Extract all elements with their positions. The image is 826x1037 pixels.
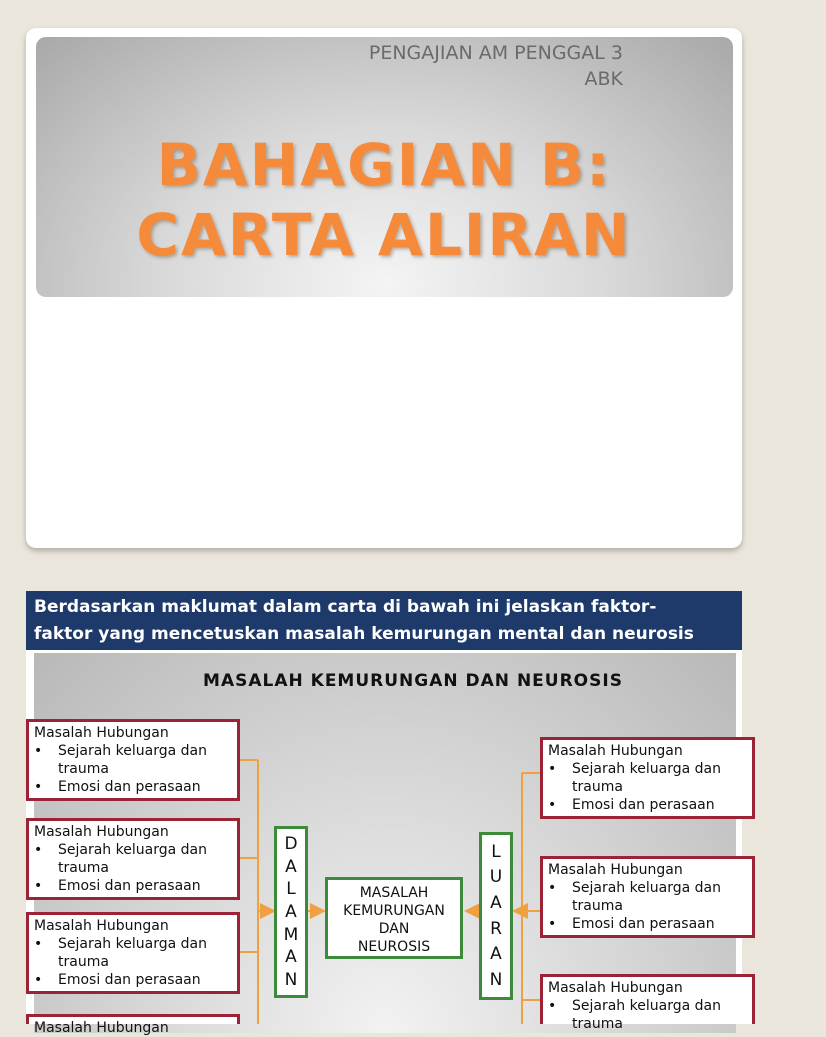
factor-box-right-2 [540, 856, 755, 938]
center-line: MASALAH [359, 885, 429, 901]
factor-item: • Sejarah keluarga dan trauma [548, 997, 748, 1033]
dalaman-box [274, 826, 308, 998]
subtitle-line-1: PENGAJIAN AM PENGGAL 3 [368, 42, 623, 64]
factor-item: • Emosi dan perasaan [34, 971, 233, 989]
title-line-2: CARTA ALIRAN [136, 201, 632, 269]
factor-heading: Masalah Hubungan [34, 1020, 169, 1036]
luaran-letter: R [490, 918, 502, 939]
factor-box-left-1 [26, 719, 240, 801]
luaran-letter: A [490, 944, 502, 965]
factor-heading: Masalah Hubungan [548, 980, 683, 996]
factor-box-left-4 [26, 1014, 240, 1036]
luaran-box [479, 832, 513, 1000]
factor-item: • Sejarah keluarga dan trauma [34, 841, 233, 877]
factor-heading: Masalah Hubungan [34, 725, 169, 741]
luaran-letter: L [491, 841, 501, 862]
center-line: NEUROSIS [357, 939, 431, 955]
title-line-1: BAHAGIAN B: [156, 131, 612, 199]
center-line: DAN [378, 921, 410, 937]
factor-heading: Masalah Hubungan [34, 824, 169, 840]
chart-title: MASALAH KEMURUNGAN DAN NEUROSIS [203, 671, 623, 691]
factor-box-left-3 [26, 912, 240, 994]
center-problem-box [325, 877, 463, 959]
factor-box-right-1 [540, 737, 755, 819]
factor-item: • Sejarah keluarga dan trauma [34, 935, 233, 971]
factor-item: • Sejarah keluarga dan trauma [34, 742, 233, 778]
factor-box-left-2 [26, 818, 240, 900]
factor-item: • Emosi dan perasaan [34, 877, 233, 895]
factor-item: • Sejarah keluarga dan trauma [548, 879, 748, 915]
luaran-letter: A [490, 893, 502, 914]
dalaman-letter: A [285, 901, 297, 922]
dalaman-letter: M [283, 924, 299, 945]
subtitle-line-2: ABK [584, 68, 623, 90]
center-line: KEMURUNGAN [343, 903, 445, 919]
factor-item: • Sejarah keluarga dan trauma [548, 760, 748, 796]
factor-heading: Masalah Hubungan [548, 743, 683, 759]
factor-item: • Emosi dan perasaan [34, 778, 233, 796]
dalaman-letter: D [284, 834, 298, 855]
luaran-letter: N [489, 970, 503, 991]
question-line-1: Berdasarkan maklumat dalam carta di bawah ini jelaskan faktor- [34, 597, 657, 617]
luaran-letter: U [489, 867, 503, 888]
factor-item: • Emosi dan perasaan [548, 915, 748, 933]
dalaman-letter: N [284, 969, 298, 990]
question-line-2: faktor yang mencetuskan masalah kemurungan mental dan neurosis [34, 624, 694, 644]
factor-box-right-3 [540, 974, 755, 1032]
dalaman-letter: L [286, 879, 296, 900]
factor-heading: Masalah Hubungan [548, 862, 683, 878]
factor-heading: Masalah Hubungan [34, 918, 169, 934]
dalaman-letter: A [285, 947, 297, 968]
factor-item: • Emosi dan perasaan [548, 796, 748, 814]
dalaman-letter: A [285, 856, 297, 877]
